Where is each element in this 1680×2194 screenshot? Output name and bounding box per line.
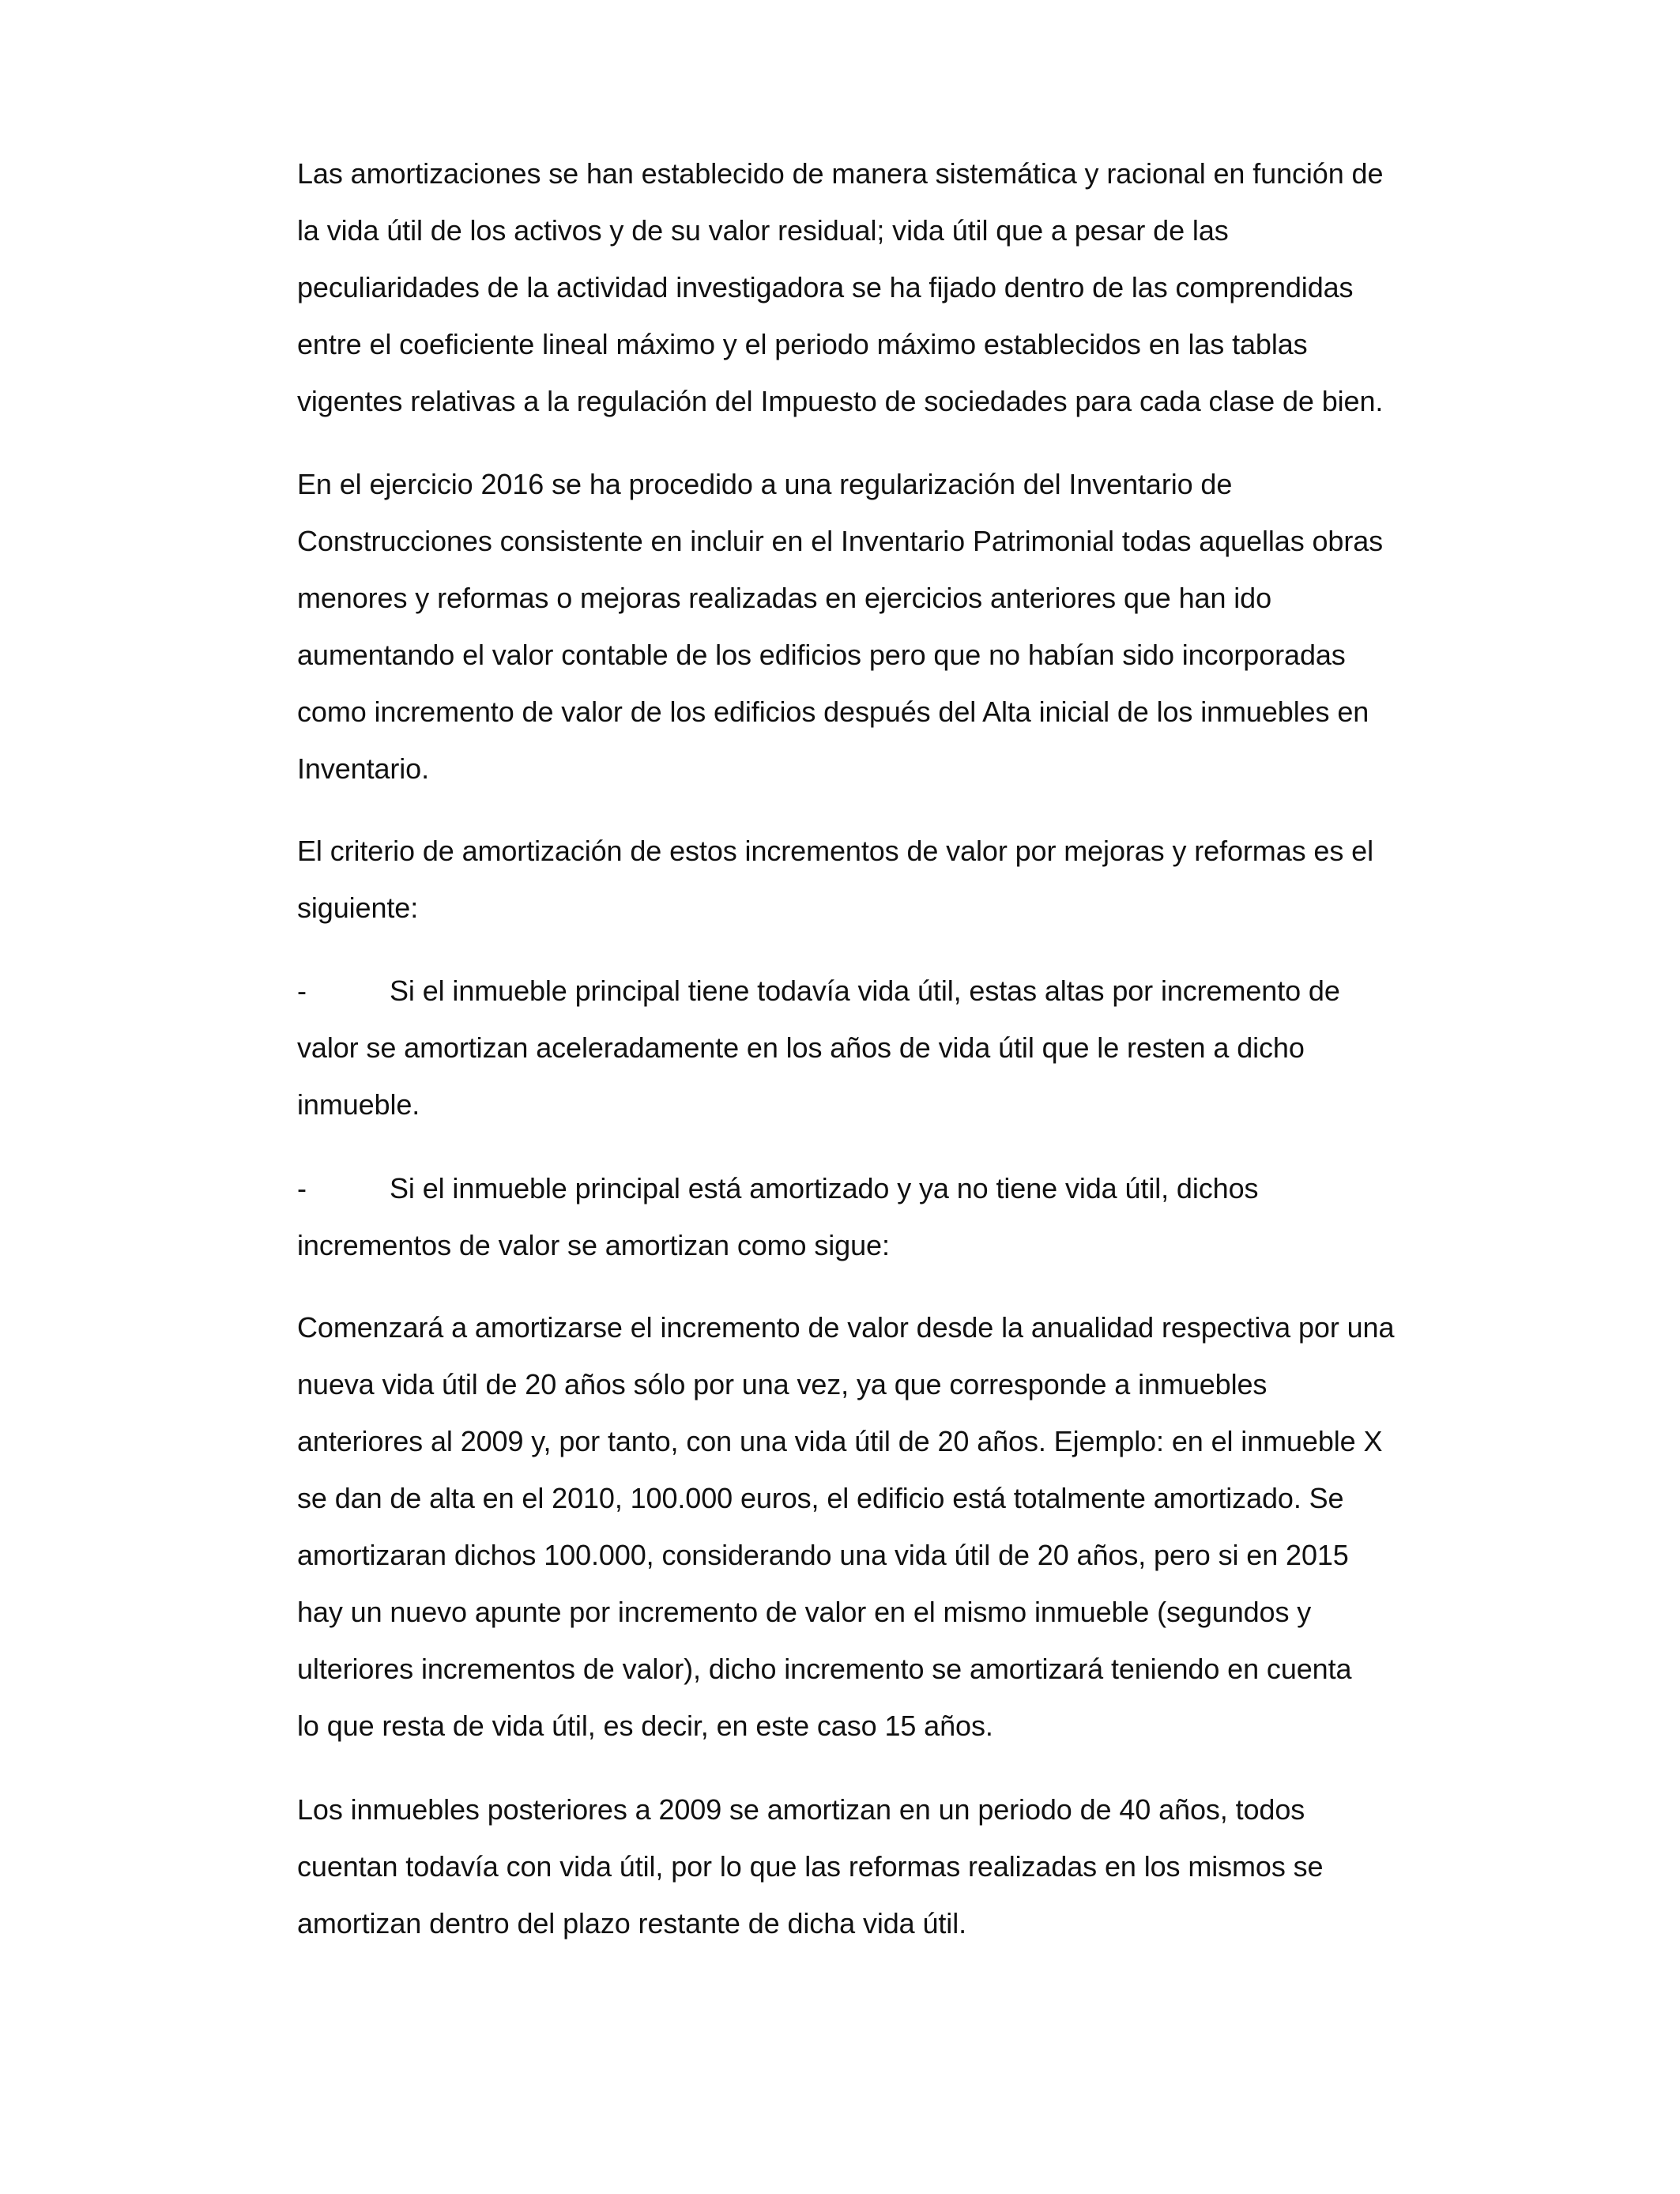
paragraph-3 — [297, 823, 1411, 937]
text-line: En el ejercicio 2016 se ha procedido a una regularización del Inventario de — [297, 468, 1233, 500]
bullet-first-line — [297, 1160, 1411, 1217]
text-line: peculiaridades de la actividad investigadora se ha fijado dentro de las comprendidas — [297, 271, 1354, 303]
paragraph-1 — [297, 145, 1411, 430]
text-line: valor se amortizan aceleradamente en los años de vida útil que le resten a dicho — [297, 1031, 1305, 1064]
text-line: como incremento de valor de los edificios después del Alta inicial de los inmuebles en — [297, 696, 1369, 728]
bullet-first-line — [297, 963, 1411, 1020]
paragraph-final — [297, 1781, 1411, 1952]
text-line: amortizan dentro del plazo restante de dicha vida útil. — [297, 1907, 967, 1940]
text-line: nueva vida útil de 20 años sólo por una vez, ya que corresponde a inmuebles — [297, 1368, 1268, 1400]
text-line: siguiente: — [297, 892, 419, 924]
text-line: lo que resta de vida útil, es decir, en este caso 15 años. — [297, 1710, 993, 1742]
text-line: inmueble. — [297, 1088, 420, 1121]
text-line: entre el coeficiente lineal máximo y el periodo máximo establecidos en las tablas — [297, 328, 1308, 360]
text-line: incrementos de valor se amortizan como sigue: — [297, 1229, 890, 1261]
text-line: la vida útil de los activos y de su valor residual; vida útil que a pesar de las — [297, 214, 1229, 247]
bullet-item-1 — [297, 963, 1411, 1133]
paragraph-example — [297, 1299, 1411, 1755]
text-line: El criterio de amortización de estos incrementos de valor por mejoras y reformas es el — [297, 835, 1373, 867]
text-line: aumentando el valor contable de los edificios pero que no habían sido incorporadas — [297, 639, 1346, 671]
text-line: Inventario. — [297, 752, 429, 785]
text-line: menores y reformas o mejoras realizadas en ejercicios anteriores que han ido — [297, 582, 1272, 614]
text-line: se dan de alta en el 2010, 100.000 euros, el edificio está totalmente amortizado. Se — [297, 1482, 1344, 1514]
text-line: Las amortizaciones se han establecido de manera sistemática y racional en función de — [297, 157, 1384, 190]
bullet-dash: - — [297, 1172, 307, 1204]
text-line: vigentes relativas a la regulación del Impuesto de sociedades para cada clase de bien. — [297, 385, 1384, 417]
text-line: cuentan todavía con vida útil, por lo que las reformas realizadas en los mismos se — [297, 1850, 1324, 1883]
text-line: anteriores al 2009 y, por tanto, con una vida útil de 20 años. Ejemplo: en el inmueble X — [297, 1425, 1383, 1457]
bullet-dash: - — [297, 974, 307, 1007]
text-line: Si el inmueble principal tiene todavía vida útil, estas altas por incremento de — [390, 974, 1340, 1007]
text-line: ulteriores incrementos de valor), dicho incremento se amortizará teniendo en cuenta — [297, 1653, 1352, 1685]
text-line: Si el inmueble principal está amortizado y ya no tiene vida útil, dichos — [390, 1172, 1259, 1204]
text-line: Comenzará a amortizarse el incremento de valor desde la anualidad respectiva por una — [297, 1311, 1395, 1344]
text-line: Construcciones consistente en incluir en el Inventario Patrimonial todas aquellas obras — [297, 525, 1384, 557]
text-line: hay un nuevo apunte por incremento de valor en el mismo inmueble (segundos y — [297, 1596, 1312, 1628]
text-line: Los inmuebles posteriores a 2009 se amortizan en un periodo de 40 años, todos — [297, 1793, 1305, 1826]
text-line: amortizaran dichos 100.000, considerando una vida útil de 20 años, pero si en 2015 — [297, 1539, 1349, 1571]
paragraph-2 — [297, 456, 1411, 797]
bullet-item-2 — [297, 1160, 1411, 1274]
